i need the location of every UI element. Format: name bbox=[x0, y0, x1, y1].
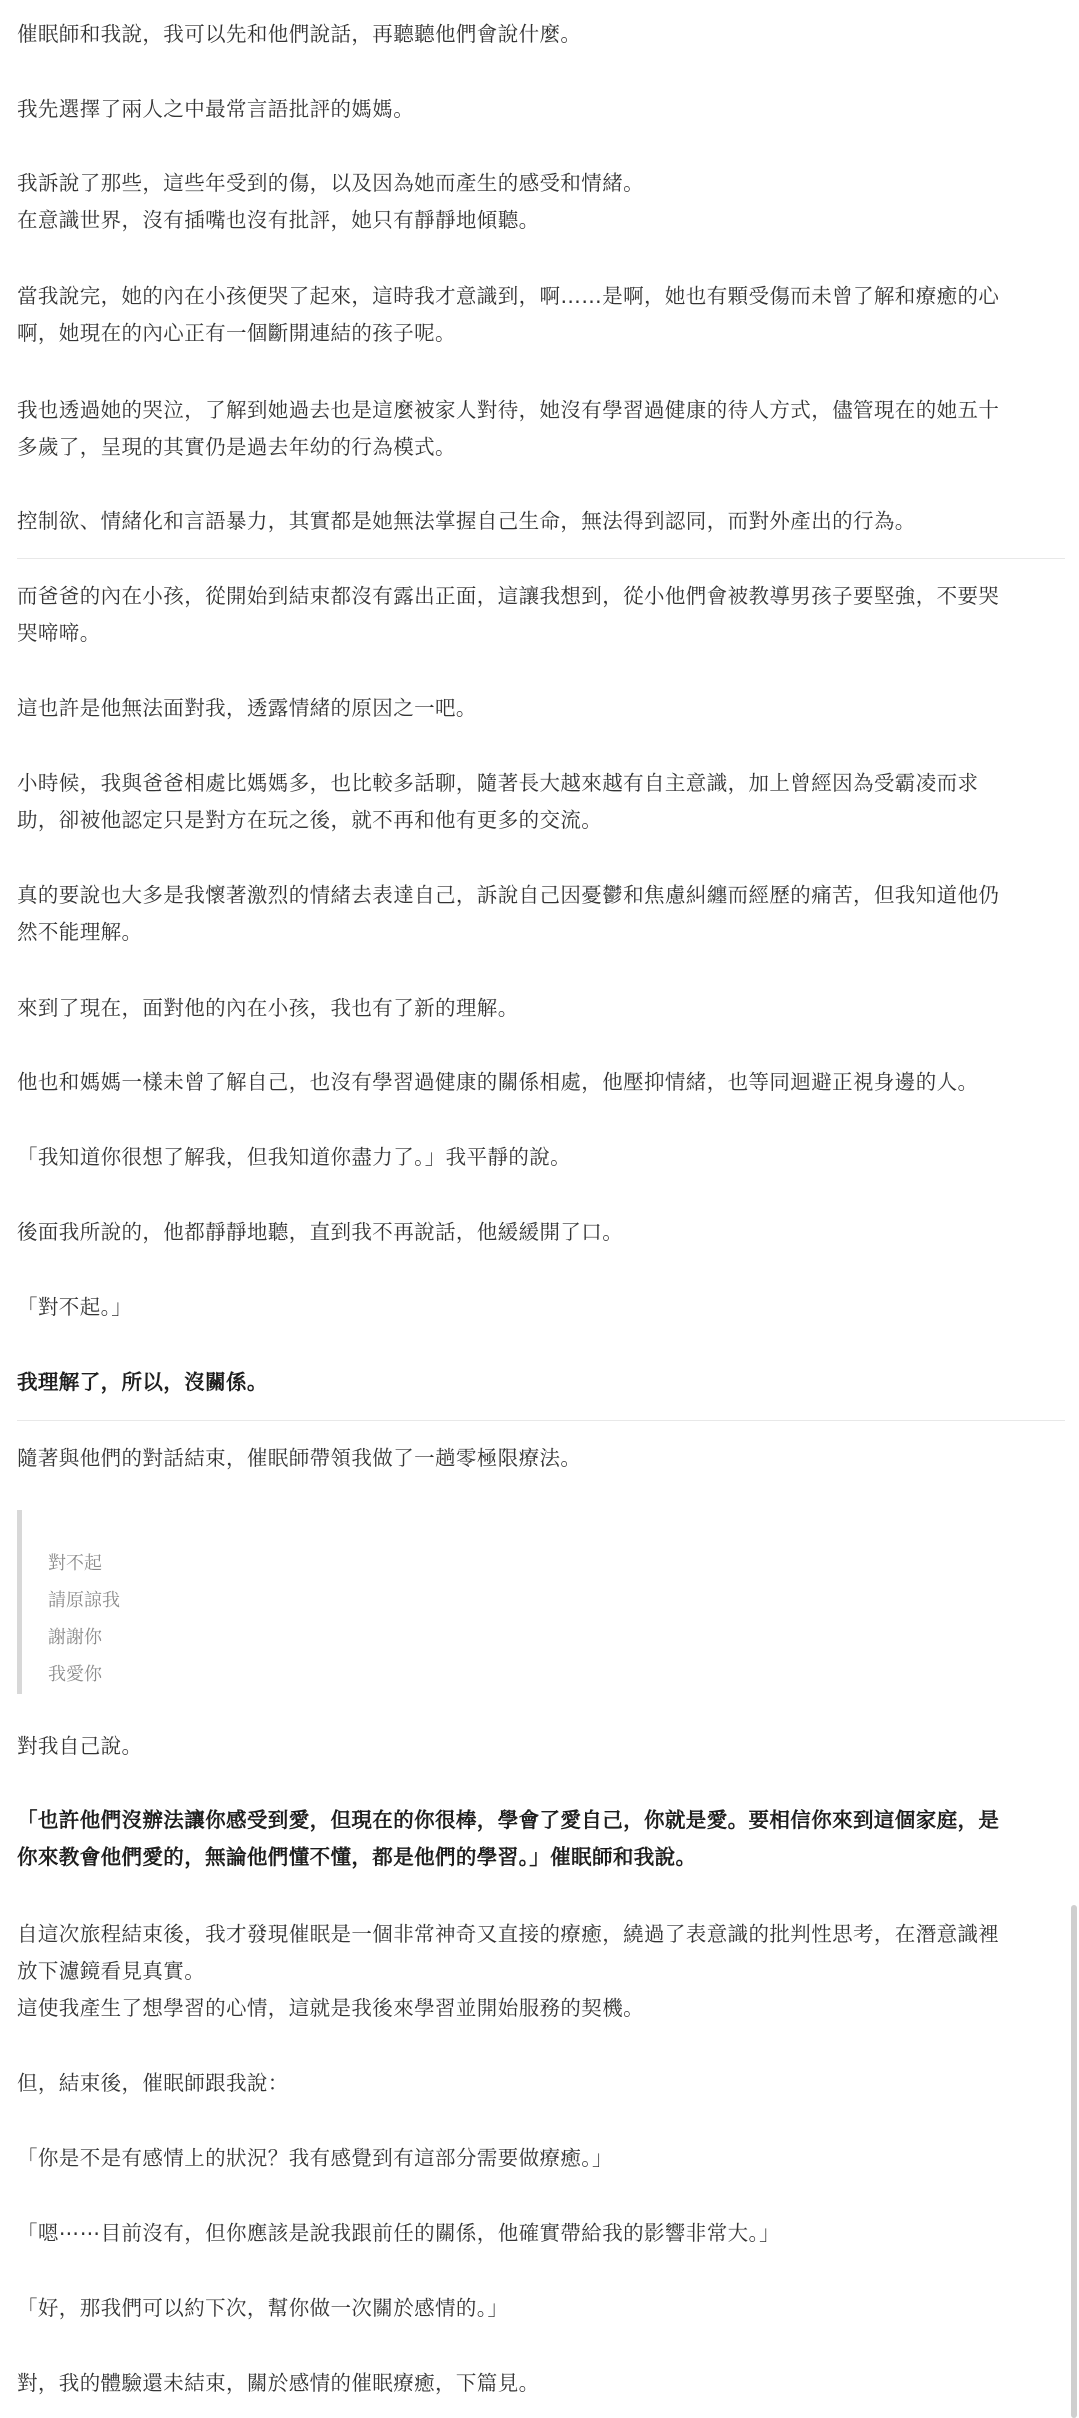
paragraph-line: 哭啼啼。 bbox=[17, 621, 101, 645]
paragraph-line: 「我知道你很想了解我，但我知道你盡力了。」我平靜的說。 bbox=[17, 1145, 572, 1169]
paragraph-line: 後面我所說的，他都靜靜地聽，直到我不再說話，他緩緩開了口。 bbox=[17, 1220, 624, 1244]
section-divider bbox=[17, 558, 1065, 559]
paragraph-line: 助，卻被他認定只是對方在玩之後，就不再和他有更多的交流。 bbox=[17, 808, 603, 832]
paragraph-line: 而爸爸的內在小孩，從開始到結束都沒有露出正面，這讓我想到，從小他們會被教導男孩子要堅強，不要哭 bbox=[17, 584, 1000, 608]
paragraph-line: 我也透過她的哭泣，了解到她過去也是這麼被家人對待，她沒有學習過健康的待人方式，儘管現在的她五十 bbox=[17, 398, 1000, 422]
section-divider bbox=[17, 1420, 1065, 1421]
paragraph-line: 來到了現在，面對他的內在小孩，我也有了新的理解。 bbox=[17, 996, 519, 1020]
paragraph-line: 對，我的體驗還未結束，關於感情的催眠療癒，下篇見。 bbox=[17, 2371, 540, 2395]
paragraph-line: 「你是不是有感情上的狀況？我有感覺到有這部分需要做療癒。」 bbox=[17, 2146, 613, 2170]
paragraph-line-bold: 你來教會他們愛的，無論他們懂不懂，都是他們的學習。」催眠師和我說。 bbox=[17, 1845, 697, 1869]
paragraph-line: 我訴說了那些，這些年受到的傷，以及因為她而產生的感受和情緒。 bbox=[17, 171, 644, 195]
paragraph-line: 「嗯⋯⋯目前沒有，但你應該是說我跟前任的關係，他確實帶給我的影響非常大。」 bbox=[17, 2221, 781, 2245]
paragraph-line: 這也許是他無法面對我，透露情緒的原因之一吧。 bbox=[17, 696, 477, 720]
paragraph-line: 真的要說也大多是我懷著激烈的情緒去表達自己，訴說自己因憂鬱和焦慮糾纏而經歷的痛苦，但我知道他仍 bbox=[17, 883, 1000, 907]
paragraph-line-bold: 我理解了，所以，沒關係。 bbox=[17, 1370, 268, 1394]
blockquote-line: 對不起 bbox=[48, 1553, 102, 1574]
paragraph-line: 對我自己說。 bbox=[17, 1734, 143, 1758]
paragraph-line: 然不能理解。 bbox=[17, 920, 143, 944]
blockquote-line: 請原諒我 bbox=[48, 1590, 120, 1611]
paragraph-line: 我先選擇了兩人之中最常言語批評的媽媽。 bbox=[17, 97, 415, 121]
paragraph-line: 自這次旅程結束後，我才發現催眠是一個非常神奇又直接的療癒，繞過了表意識的批判性思考，在潛意識裡 bbox=[17, 1922, 1000, 1946]
paragraph-line: 控制欲、情緒化和言語暴力，其實都是她無法掌握自己生命，無法得到認同，而對外產出的行為。 bbox=[17, 509, 916, 533]
blockquote-bar bbox=[17, 1510, 22, 1694]
paragraph-line: 「好，那我們可以約下次，幫你做一次關於感情的。」 bbox=[17, 2296, 509, 2320]
paragraph-line: 但，結束後，催眠師跟我說： bbox=[17, 2071, 289, 2095]
paragraph-line: 小時候，我與爸爸相處比媽媽多，也比較多話聊，隨著長大越來越有自主意識，加上曾經因為受霸凌而求 bbox=[17, 771, 979, 795]
paragraph-line: 多歲了，呈現的其實仍是過去年幼的行為模式。 bbox=[17, 435, 456, 459]
paragraph-line: 當我說完，她的內在小孩便哭了起來，這時我才意識到，啊……是啊，她也有顆受傷而未曾了解和療癒的心 bbox=[17, 284, 1000, 308]
paragraph-line: 他也和媽媽一樣未曾了解自己，也沒有學習過健康的關係相處，他壓抑情緒，也等同迴避正視身邊的人。 bbox=[17, 1070, 979, 1094]
paragraph-line: 催眠師和我說，我可以先和他們說話，再聽聽他們會說什麼。 bbox=[17, 22, 582, 46]
blockquote-line: 我愛你 bbox=[48, 1664, 102, 1685]
paragraph-line: 「對不起。」 bbox=[17, 1295, 133, 1319]
paragraph-line: 在意識世界，沒有插嘴也沒有批評，她只有靜靜地傾聽。 bbox=[17, 208, 540, 232]
paragraph-line: 這使我產生了想學習的心情，這就是我後來學習並開始服務的契機。 bbox=[17, 1996, 644, 2020]
blockquote-line: 謝謝你 bbox=[48, 1627, 102, 1648]
paragraph-line: 放下濾鏡看見真實。 bbox=[17, 1959, 206, 1983]
paragraph-line: 隨著與他們的對話結束，催眠師帶領我做了一趟零極限療法。 bbox=[17, 1446, 582, 1470]
vertical-scrollbar[interactable] bbox=[1071, 1905, 1077, 2418]
paragraph-line: 啊，她現在的內心正有一個斷開連結的孩子呢。 bbox=[17, 321, 456, 345]
paragraph-line-bold: 「也許他們沒辦法讓你感受到愛，但現在的你很棒，學會了愛自己，你就是愛。要相信你來到這個家庭，是 bbox=[17, 1808, 1000, 1832]
